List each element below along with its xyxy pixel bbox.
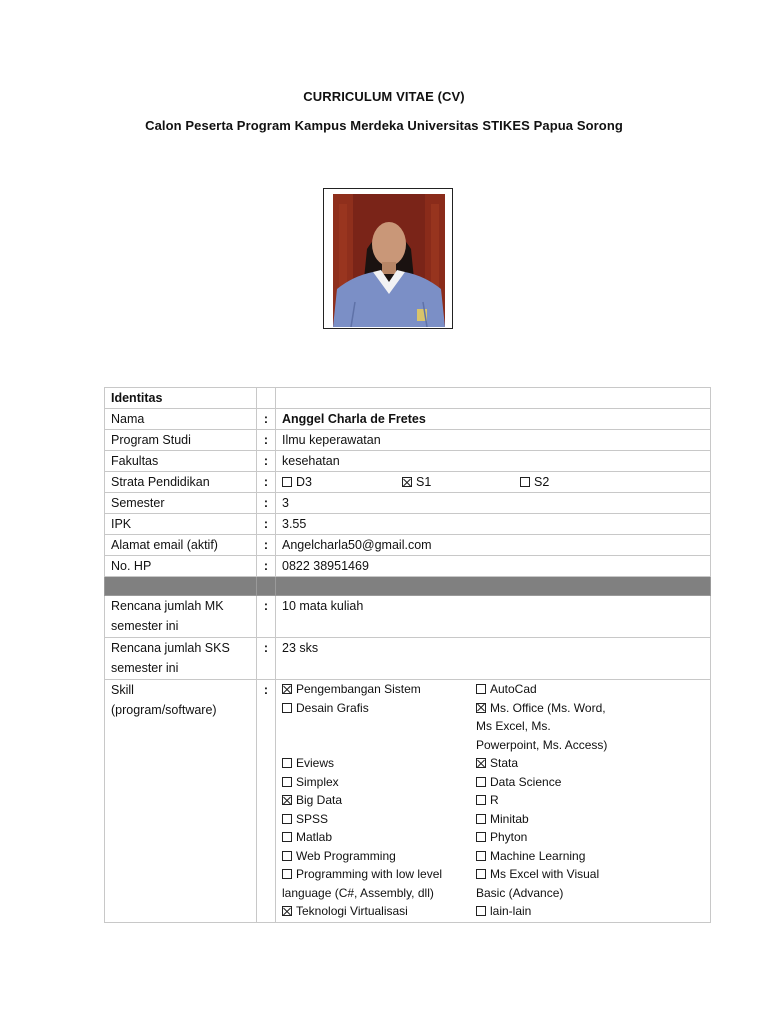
skill-label: Desain Grafis (296, 700, 369, 715)
strata-option-s2[interactable] (520, 472, 549, 492)
strata-option-d3[interactable] (282, 472, 402, 492)
checkbox-icon[interactable] (476, 814, 486, 824)
hp-value: 0822 38951469 (276, 556, 711, 577)
skill-label: AutoCad (490, 682, 537, 696)
skill-item[interactable] (476, 847, 616, 866)
checkbox-icon[interactable] (282, 477, 292, 487)
row-identitas (105, 388, 711, 409)
mk-value: 10 mata kuliah (276, 596, 711, 638)
skill-label: Ms. Office (Ms. Word, (490, 700, 606, 715)
sks-value: 23 sks (276, 638, 711, 680)
checked-checkbox-icon[interactable] (402, 477, 412, 487)
skill-gap (282, 736, 476, 755)
checkbox-icon[interactable] (476, 869, 486, 879)
fakultas-label: Fakultas (105, 451, 257, 472)
checkbox-icon[interactable] (476, 684, 486, 694)
strata-options (276, 472, 711, 493)
row-email (105, 535, 711, 556)
checkbox-icon[interactable] (282, 758, 292, 768)
email-label: Alamat email (aktif) (105, 535, 257, 556)
strata-option-label: S2 (534, 475, 550, 489)
checkbox-icon[interactable] (476, 851, 486, 861)
doc-subtitle: Calon Peserta Program Kampus Merdeka Universitas STIKES Papua Sorong (145, 118, 623, 133)
colon: : (257, 638, 276, 680)
checkbox-icon[interactable] (282, 869, 292, 879)
prodi-value: Ilmu keperawatan (276, 430, 711, 451)
skill-label: lain-lain (490, 904, 532, 918)
skill-item[interactable] (476, 699, 616, 718)
skill-label-continued: language (C#, Assembly, dll) (282, 885, 434, 900)
skill-label: Data Science (490, 774, 562, 789)
colon: : (257, 430, 276, 451)
checkbox-icon[interactable] (476, 832, 486, 842)
strata-option-s1[interactable] (402, 472, 520, 492)
skill-label: Phyton (490, 830, 528, 844)
skill-item[interactable] (282, 828, 476, 847)
checked-checkbox-icon[interactable] (282, 906, 292, 916)
colon: : (257, 535, 276, 556)
strata-option-label: D3 (296, 475, 312, 489)
skill-label-continued: Powerpoint, Ms. Access) (476, 737, 608, 752)
row-ipk (105, 514, 711, 535)
skill-label: Skill (program/software) (105, 680, 257, 923)
colon: : (257, 493, 276, 514)
checked-checkbox-icon[interactable] (476, 758, 486, 768)
skill-item[interactable] (476, 865, 616, 884)
colon: : (257, 409, 276, 430)
checkbox-icon[interactable] (282, 777, 292, 787)
row-semester (105, 493, 711, 514)
skill-item[interactable] (476, 773, 616, 792)
checked-checkbox-icon[interactable] (476, 703, 486, 713)
cv-table (104, 387, 711, 923)
skill-label: Stata (490, 756, 519, 770)
skill-gap (282, 717, 476, 736)
identitas-heading: Identitas (105, 388, 257, 409)
skill-label: Teknologi Virtualisasi (296, 904, 408, 918)
skill-label-continued: Basic (Advance) (476, 885, 564, 900)
skill-label: Ms Excel with Visual (490, 867, 600, 881)
skill-item[interactable] (282, 810, 476, 829)
fakultas-value: kesehatan (276, 451, 711, 472)
skill-label: Big Data (296, 793, 343, 807)
checkbox-icon[interactable] (476, 795, 486, 805)
nama-value: Anggel Charla de Fretes (276, 409, 711, 430)
ipk-label: IPK (105, 514, 257, 535)
skill-label: SPSS (296, 811, 329, 826)
checkbox-icon[interactable] (476, 777, 486, 787)
colon: : (257, 680, 276, 923)
row-strata (105, 472, 711, 493)
prodi-label: Program Studi (105, 430, 257, 451)
row-fakultas (105, 451, 711, 472)
row-nama (105, 409, 711, 430)
colon: : (257, 514, 276, 535)
skill-item[interactable] (282, 791, 476, 810)
doc-title: CURRICULUM VITAE (CV) (303, 89, 465, 104)
separator-row (105, 577, 711, 596)
skill-label: Programming with low level (296, 867, 443, 881)
skill-item[interactable] (476, 680, 616, 699)
skill-label: Eviews (296, 756, 335, 770)
checkbox-icon[interactable] (520, 477, 530, 487)
skill-label-continued: Ms Excel, Ms. (476, 719, 551, 733)
skill-label: Simplex (296, 774, 339, 789)
checkbox-icon[interactable] (282, 851, 292, 861)
skill-label: Pengembangan Sistem (296, 682, 421, 696)
colon: : (257, 596, 276, 638)
skill-label: Minitab (490, 811, 529, 826)
row-mk (105, 596, 711, 638)
semester-value: 3 (276, 493, 711, 514)
colon: : (257, 556, 276, 577)
skill-item[interactable] (476, 754, 616, 773)
skill-item[interactable] (476, 810, 616, 829)
nama-label: Nama (105, 409, 257, 430)
skill-item[interactable] (476, 902, 616, 921)
skills-column-2 (476, 680, 616, 921)
mk-label: Rencana jumlah MK semester ini (105, 596, 257, 638)
skill-item[interactable] (282, 773, 476, 792)
row-hp (105, 556, 711, 577)
hp-label: No. HP (105, 556, 257, 577)
skill-item[interactable] (476, 791, 616, 810)
strata-label: Strata Pendidikan (105, 472, 257, 493)
checked-checkbox-icon[interactable] (282, 684, 292, 694)
checkbox-icon[interactable] (476, 906, 486, 916)
skill-label: Machine Learning (490, 848, 586, 863)
skill-label: Web Programming (296, 848, 396, 863)
skill-item[interactable] (282, 847, 476, 866)
skill-item[interactable] (282, 680, 476, 699)
row-prodi (105, 430, 711, 451)
colon: : (257, 451, 276, 472)
row-skill (105, 680, 711, 923)
skill-item[interactable] (282, 865, 476, 884)
skill-label: Matlab (296, 830, 333, 844)
semester-label: Semester (105, 493, 257, 514)
row-sks (105, 638, 711, 680)
colon: : (257, 472, 276, 493)
skill-item[interactable] (282, 754, 476, 773)
skill-item[interactable] (476, 828, 616, 847)
skill-list (276, 680, 711, 923)
checkbox-icon[interactable] (282, 703, 292, 713)
checked-checkbox-icon[interactable] (282, 795, 292, 805)
skill-label: R (490, 793, 499, 807)
person-photo-icon (333, 194, 445, 327)
skill-item[interactable] (282, 699, 476, 718)
sks-label: Rencana jumlah SKS semester ini (105, 638, 257, 680)
skill-item[interactable] (282, 902, 476, 921)
photo-frame (323, 188, 453, 329)
ipk-value: 3.55 (276, 514, 711, 535)
checkbox-icon[interactable] (282, 814, 292, 824)
skills-column-1 (282, 680, 476, 921)
strata-option-label: S1 (416, 475, 432, 489)
email-value: Angelcharla50@gmail.com (276, 535, 711, 556)
checkbox-icon[interactable] (282, 832, 292, 842)
